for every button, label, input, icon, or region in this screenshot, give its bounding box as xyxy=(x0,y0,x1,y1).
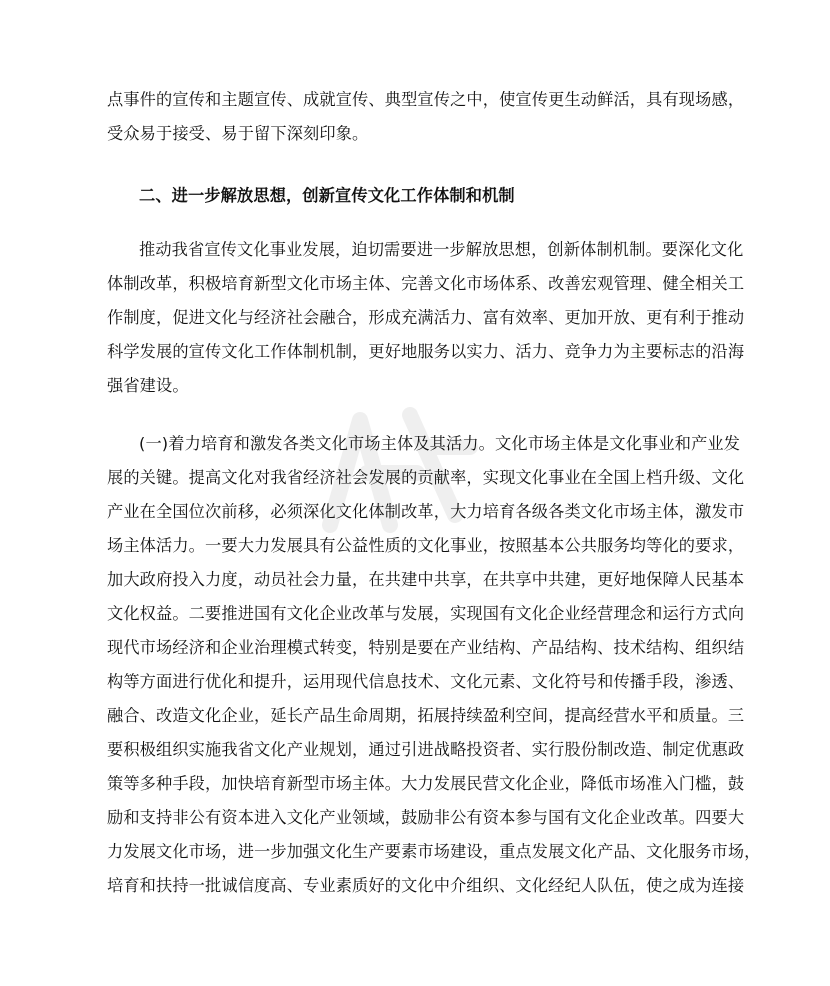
body-line: 要积极组织实施我省文化产业规划，通过引进战略投资者、实行股份制改造、制定优惠政 xyxy=(107,740,745,759)
body-line: 体制改革，积极培育新型文化市场主体、完善文化市场体系、改善宏观管理、健全相关工 xyxy=(107,274,745,293)
body-line: 励和支持非公有资本进入文化产业领域，鼓励非公有资本参与国有文化企业改革。四要大 xyxy=(107,808,745,827)
paragraph-first-line: 推动我省宣传文化事业发展，迫切需要进一步解放思想，创新体制机制。要深化文化 xyxy=(139,240,744,259)
body-line: 产业在全国位次前移，必须深化文化体制改革，大力培育各级各类文化市场主体，激发市 xyxy=(107,502,745,521)
body-line: 策等多种手段，加快培育新型市场主体。大力发展民营文化企业，降低市场准入门槛，鼓 xyxy=(107,774,745,793)
body-line: 强省建设。 xyxy=(107,376,189,395)
body-line: 文化权益。二要推进国有文化企业改革与发展，实现国有文化企业经营理念和运行方式向 xyxy=(107,604,745,623)
section-heading: 二、进一步解放思想，创新宣传文化工作体制和机制 xyxy=(139,186,515,205)
body-line: 场主体活力。一要大力发展具有公益性质的文化事业，按照基本公共服务均等化的要求， xyxy=(107,536,745,555)
body-line: 构等方面进行优化和提升，运用现代信息技术、文化元素、文化符号和传播手段，渗透、 xyxy=(107,672,745,691)
paragraph-first-line: (一)着力培育和激发各类文化市场主体及其活力。文化市场主体是文化事业和产业发 xyxy=(139,434,741,453)
body-line: 融合、改造文化企业，延长产品生命周期，拓展持续盈利空间，提高经营水平和质量。三 xyxy=(107,706,745,725)
body-line: 点事件的宣传和主题宣传、成就宣传、典型宣传之中，使宣传更生动鲜活，具有现场感， xyxy=(107,90,745,109)
body-line: 科学发展的宣传文化工作体制机制，更好地服务以实力、活力、竞争力为主要标志的沿海 xyxy=(107,342,745,361)
body-line: 现代市场经济和企业治理模式转变，特别是要在产业结构、产品结构、技术结构、组织结 xyxy=(107,638,745,657)
body-line: 展的关键。提高文化对我省经济社会发展的贡献率，实现文化事业在全国上档升级、文化 xyxy=(107,468,745,487)
body-line: 加大政府投入力度，动员社会力量，在共建中共享，在共享中共建，更好地保障人民基本 xyxy=(107,570,745,589)
body-line: 受众易于接受、易于留下深刻印象。 xyxy=(107,124,369,143)
body-line: 培育和扶持一批诚信度高、专业素质好的文化中介组织、文化经纪人队伍，使之成为连接 xyxy=(107,876,745,895)
body-line: 力发展文化市场，进一步加强文化生产要素市场建设，重点发展文化产品、文化服务市场， xyxy=(107,842,761,861)
body-line: 作制度，促进文化与经济社会融合，形成充满活力、富有效率、更加开放、更有利于推动 xyxy=(107,308,745,327)
